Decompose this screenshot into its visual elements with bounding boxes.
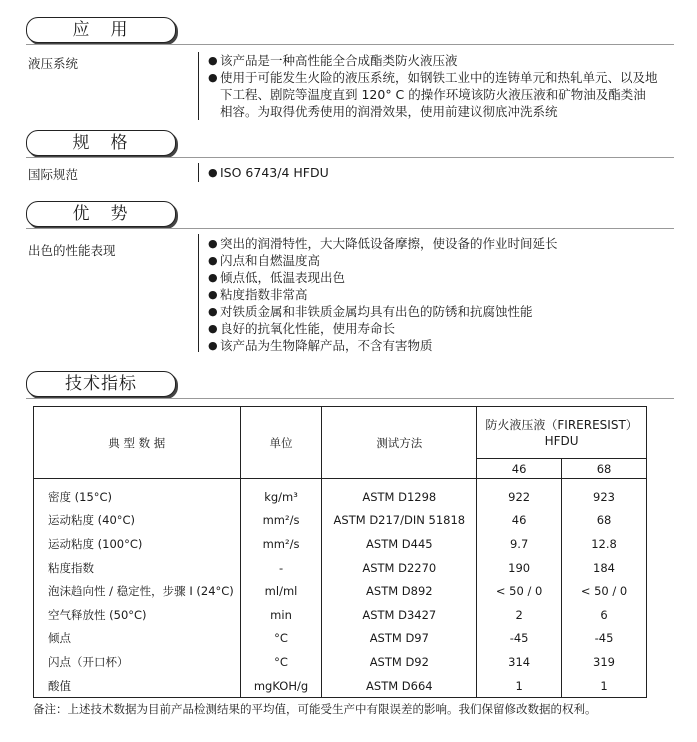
header-typical: 典 型 数 据 xyxy=(34,407,241,479)
header-method: 测试方法 xyxy=(322,407,477,479)
vertical-rule xyxy=(198,52,199,120)
table-row: 泡沫趋向性 / 稳定性，步骤 I (24°C) ml/ml ASTM D892 < 50 / 0 < 50 / 0 xyxy=(34,579,647,603)
list-item: ● 该产品是一种高性能全合成酯类防火液压液 xyxy=(208,52,658,69)
header-unit: 单位 xyxy=(240,407,322,479)
section-divider xyxy=(26,44,674,45)
application-label: 液压系统 xyxy=(28,56,79,71)
table-row: 空气释放性 (50°C) min ASTM D3427 2 6 xyxy=(34,603,647,627)
table-row: 倾点 °C ASTM D97 -45 -45 xyxy=(34,627,647,651)
advantages-bullets xyxy=(208,235,668,354)
specification-bullets xyxy=(208,164,668,181)
list-item: ● 良好的抗氧化性能，使用寿命长 xyxy=(208,320,668,337)
list-item: ● 对铁质金属和非铁质金属均具有出色的防锈和抗腐蚀性能 xyxy=(208,303,668,320)
list-item: ● 该产品为生物降解产品，不含有害物质 xyxy=(208,337,668,354)
advantages-label: 出色的性能表现 xyxy=(28,243,116,258)
list-item: ● 闪点和自燃温度高 xyxy=(208,252,668,269)
table-row: 运动粘度 (40°C) mm²/s ASTM D217/DIN 51818 46 68 xyxy=(34,509,647,533)
list-item: ● 粘度指数非常高 xyxy=(208,286,668,303)
table-row: 闪点（开口杯） °C ASTM D92 314 319 xyxy=(34,650,647,674)
section-divider xyxy=(26,157,674,158)
application-bullets xyxy=(208,52,658,120)
header-product: 防火液压液（FIRERESIST）HFDU xyxy=(477,407,647,459)
vertical-rule xyxy=(198,234,199,352)
header-grade-46: 46 xyxy=(477,459,562,479)
spec-table xyxy=(33,406,647,698)
section-divider xyxy=(26,228,674,229)
section-title-specification: 规 格 xyxy=(26,130,176,156)
section-divider xyxy=(26,398,674,399)
header-grade-68: 68 xyxy=(562,459,647,479)
table-row: 密度 (15°C) kg/m³ ASTM D1298 922 923 xyxy=(34,479,647,509)
footnote: 备注：上述技术数据为目前产品检测结果的平均值，可能受生产中有限误差的影响。我们保留修改数据的权利。 xyxy=(33,702,597,716)
list-item: ● 倾点低，低温表现出色 xyxy=(208,269,668,286)
table-row: 粘度指数 - ASTM D2270 190 184 xyxy=(34,556,647,580)
vertical-rule xyxy=(198,163,199,182)
section-title-advantages: 优 势 xyxy=(26,201,176,227)
table-row: 酸值 mgKOH/g ASTM D664 1 1 xyxy=(34,674,647,698)
section-title-technical: 技术指标 xyxy=(26,371,176,397)
specification-label: 国际规范 xyxy=(28,167,79,182)
table-row: 运动粘度 (100°C) mm²/s ASTM D445 9.7 12.8 xyxy=(34,532,647,556)
list-item: ● 使用于可能发生火险的液压系统，如钢铁工业中的连铸单元和热轧单元、以及地下工程、剧院等温度直到 120° C 的操作环境该防火液压液和矿物油及酯类油相容。为取得优秀使用的润滑效果，使用前建议彻底冲洗系统 xyxy=(208,69,658,120)
list-item: ● ISO 6743/4 HFDU xyxy=(208,164,668,181)
list-item: ● 突出的润滑特性，大大降低设备摩擦，使设备的作业时间延长 xyxy=(208,235,668,252)
section-title-application: 应 用 xyxy=(26,17,176,43)
